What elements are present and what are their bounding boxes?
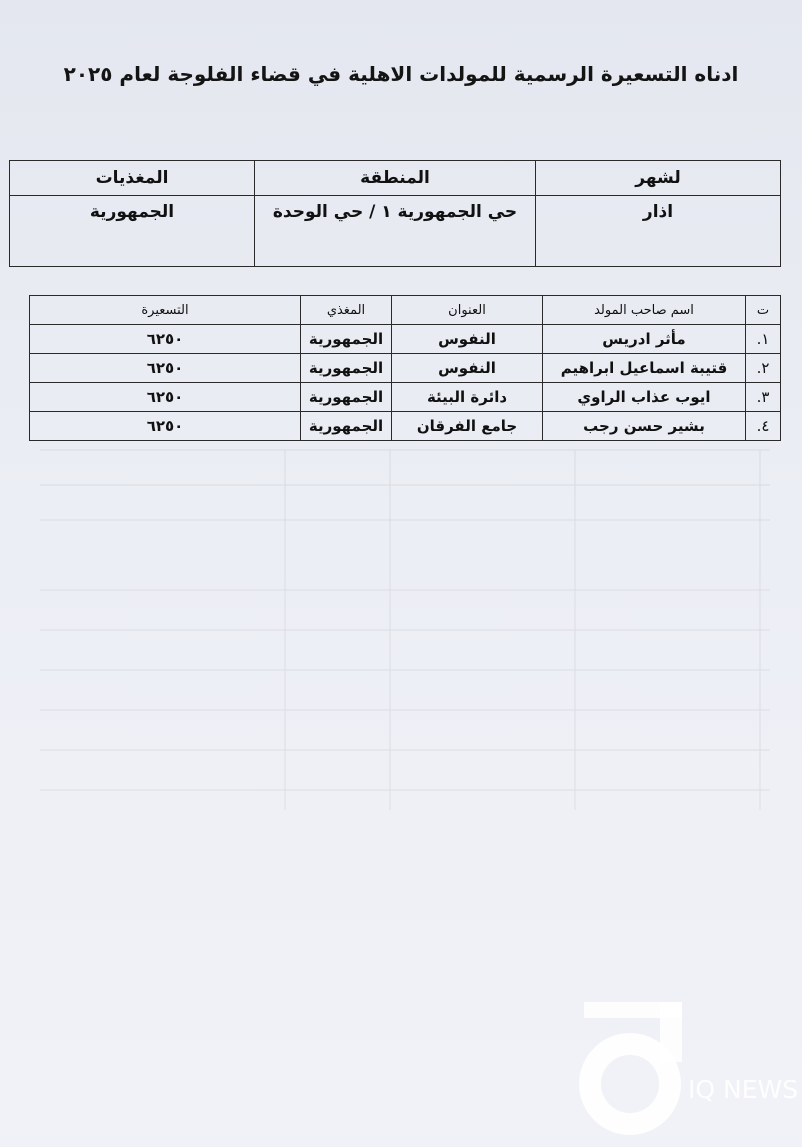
- row-price: ٦٢٥٠: [30, 412, 301, 441]
- price-header: التسعيرة: [30, 296, 301, 325]
- row-feeder: الجمهورية: [301, 383, 392, 412]
- feeder-header: المغذي: [301, 296, 392, 325]
- row-index: ١.: [746, 325, 781, 354]
- document-title: ادناه التسعيرة الرسمية للمولدات الاهلية في قضاء الفلوجة لعام ٢٠٢٥: [63, 62, 739, 86]
- table-row: [30, 383, 781, 412]
- table-row: [30, 412, 781, 441]
- feeds-header: المغذيات: [10, 161, 255, 196]
- row-owner: قتيبة اسماعيل ابراهيم: [543, 354, 746, 383]
- info-header-row: [10, 161, 781, 196]
- info-table: [9, 160, 781, 267]
- row-index: ٤.: [746, 412, 781, 441]
- table-row: [30, 325, 781, 354]
- area-header: المنطقة: [255, 161, 536, 196]
- row-owner: بشير حسن رجب: [543, 412, 746, 441]
- row-address: النفوس: [392, 325, 543, 354]
- row-address: دائرة البيئة: [392, 383, 543, 412]
- row-address: النفوس: [392, 354, 543, 383]
- generators-header-row: [30, 296, 781, 325]
- table-row: [30, 354, 781, 383]
- row-price: ٦٢٥٠: [30, 383, 301, 412]
- row-price: ٦٢٥٠: [30, 325, 301, 354]
- feeds-value: الجمهورية: [10, 196, 255, 267]
- iq-news-logo: [578, 1000, 799, 1140]
- row-index: ٢.: [746, 354, 781, 383]
- info-value-row: [10, 196, 781, 267]
- row-owner: ايوب عذاب الراوي: [543, 383, 746, 412]
- row-index: ٣.: [746, 383, 781, 412]
- month-header: لشهر: [536, 161, 781, 196]
- owner-header: اسم صاحب المولد: [543, 296, 746, 325]
- generators-table: [29, 295, 781, 441]
- row-feeder: الجمهورية: [301, 325, 392, 354]
- area-value: حي الجمهورية ١ / حي الوحدة: [255, 196, 536, 267]
- row-price: ٦٢٥٠: [30, 354, 301, 383]
- show-through-shadow: [20, 440, 790, 820]
- logo-text: IQ NEWS: [688, 1075, 799, 1104]
- row-address: جامع الفرقان: [392, 412, 543, 441]
- index-header: ت: [746, 296, 781, 325]
- row-owner: مأثر ادريس: [543, 325, 746, 354]
- address-header: العنوان: [392, 296, 543, 325]
- row-feeder: الجمهورية: [301, 412, 392, 441]
- month-value: اذار: [536, 196, 781, 267]
- row-feeder: الجمهورية: [301, 354, 392, 383]
